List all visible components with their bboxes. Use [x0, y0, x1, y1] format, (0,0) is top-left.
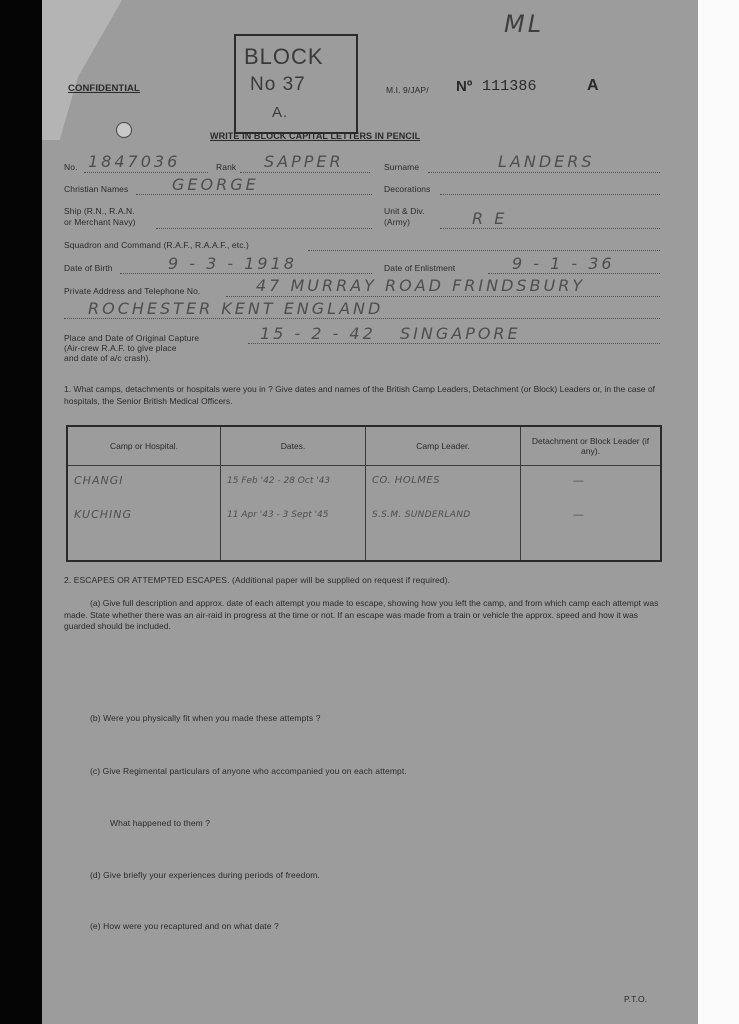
leader-cell: S.S.M. SUNDERLAND	[372, 510, 471, 520]
unit-line	[440, 228, 660, 229]
capture-label-1: Place and Date of Original Capture	[64, 333, 200, 343]
camp-cell: KUCHING	[74, 508, 133, 521]
instruction: WRITE IN BLOCK CAPITAL LETTERS IN PENCIL	[210, 131, 421, 141]
christian-names-value: GEORGE	[172, 175, 259, 194]
form-reference: M.I. 9/JAP/	[386, 85, 429, 95]
rank-label: Rank	[216, 162, 237, 172]
stamp-letter: A.	[272, 104, 289, 121]
unit-label-2: (Army)	[384, 217, 411, 227]
detachment-column	[521, 466, 662, 562]
punch-hole	[116, 122, 132, 138]
dob-line	[120, 273, 372, 274]
header-dates: Dates.	[221, 426, 366, 466]
capture-line	[248, 343, 660, 344]
unit-value: R E	[472, 209, 508, 228]
surname-value: LANDERS	[498, 152, 595, 171]
dates-column	[221, 466, 366, 562]
torn-corner	[42, 0, 122, 140]
camp-cell: CHANGI	[74, 474, 124, 487]
capture-date: 15 - 2 - 42	[260, 324, 376, 343]
no-value: 1847036	[88, 152, 181, 171]
pto-label: P.T.O.	[624, 994, 648, 1004]
capture-label-2: (Air-crew R.A.F. to give place	[64, 343, 177, 353]
serial-suffix: A	[587, 77, 599, 94]
dates-cell: 15 Feb '42 - 28 Oct '43	[227, 476, 331, 486]
camps-table	[66, 425, 662, 562]
table-body-row	[67, 466, 661, 562]
ship-line	[156, 228, 372, 229]
address-value-1: 47 MURRAY ROAD FRINDSBURY	[256, 276, 586, 295]
question-1: 1. What camps, detachments or hospitals were you in ? Give dates and names of the British Camp Leaders, Detachment (or Block) Leaders or, in the case of hospitals, the Senior British Medical Officers.	[64, 384, 656, 406]
decorations-label: Decorations	[384, 184, 431, 194]
camp-column	[67, 466, 221, 562]
header-camp-leader: Camp Leader.	[366, 426, 521, 466]
ship-label-1: Ship (R.N., R.A.N.	[64, 206, 135, 216]
scan-border-left	[0, 0, 42, 1024]
dates-cell: 11 Apr '43 - 3 Sept '45	[227, 510, 329, 520]
form-page	[42, 0, 698, 1024]
stamp-number: No 37	[250, 74, 306, 95]
squadron-line	[308, 250, 660, 251]
question-2b: (b) Were you physically fit when you made these attempts ?	[90, 713, 321, 723]
question-2a: (a) Give full description and approx. date of each attempt you made to escape, showing how you left the camp, and from which camp each attempt was made. State whether there was an air-raid in progress at the time or not. If an escape was made from a train or vehicle the approx. speed and how it was guarded should be included.	[64, 598, 659, 631]
scan-border-right	[698, 0, 739, 1024]
leader-column	[366, 466, 521, 562]
header-camp: Camp or Hospital.	[67, 426, 221, 466]
question-2-title: 2. ESCAPES OR ATTEMPTED ESCAPES. (Additional paper will be supplied on request if required).	[64, 575, 451, 585]
surname-line	[428, 172, 660, 173]
dob-value: 9 - 3 - 1918	[168, 254, 297, 273]
question-2e: (e) How were you recaptured and on what date ?	[90, 921, 279, 931]
question-2d: (d) Give briefly your experiences during periods of freedom.	[90, 870, 320, 880]
address-line-1	[226, 296, 660, 297]
christian-names-label: Christian Names	[64, 184, 129, 194]
rank-line	[240, 172, 370, 173]
rank-value: SAPPER	[264, 152, 344, 171]
initials: ML	[504, 10, 545, 38]
enlistment-value: 9 - 1 - 36	[512, 254, 615, 273]
dob-label: Date of Birth	[64, 263, 113, 273]
confidential-label: CONFIDENTIAL	[68, 83, 140, 94]
serial-number: 111386	[482, 78, 537, 95]
leader-cell: CO. HOLMES	[372, 475, 441, 486]
surname-label: Surname	[384, 162, 420, 172]
capture-place: SINGAPORE	[400, 324, 521, 343]
enlistment-line	[488, 273, 660, 274]
detachment-cell: —	[573, 508, 585, 521]
question-2c-followup: What happened to them ?	[110, 818, 211, 828]
stamp-block: BLOCK	[244, 44, 324, 69]
squadron-label: Squadron and Command (R.A.F., R.A.A.F., etc.)	[64, 240, 249, 250]
no-line	[84, 172, 208, 173]
decorations-line	[440, 194, 660, 195]
number-symbol: Nº	[456, 78, 473, 95]
question-2c: (c) Give Regimental particulars of anyone who accompanied you on each attempt.	[90, 766, 407, 776]
address-label: Private Address and Telephone No.	[64, 286, 201, 296]
capture-label-3: and date of a/c crash).	[64, 353, 151, 363]
enlistment-label: Date of Enlistment	[384, 263, 456, 273]
address-line-2	[64, 318, 660, 319]
detachment-cell: —	[573, 474, 585, 487]
address-value-2: ROCHESTER KENT ENGLAND	[88, 299, 384, 318]
ship-label-2: or Merchant Navy)	[64, 217, 136, 227]
unit-label-1: Unit & Div.	[384, 206, 425, 216]
christian-names-line	[136, 194, 372, 195]
table-header-row	[67, 426, 661, 466]
no-label: No.	[64, 162, 78, 172]
header-detachment-leader: Detachment or Block Leader (if any).	[521, 426, 662, 466]
